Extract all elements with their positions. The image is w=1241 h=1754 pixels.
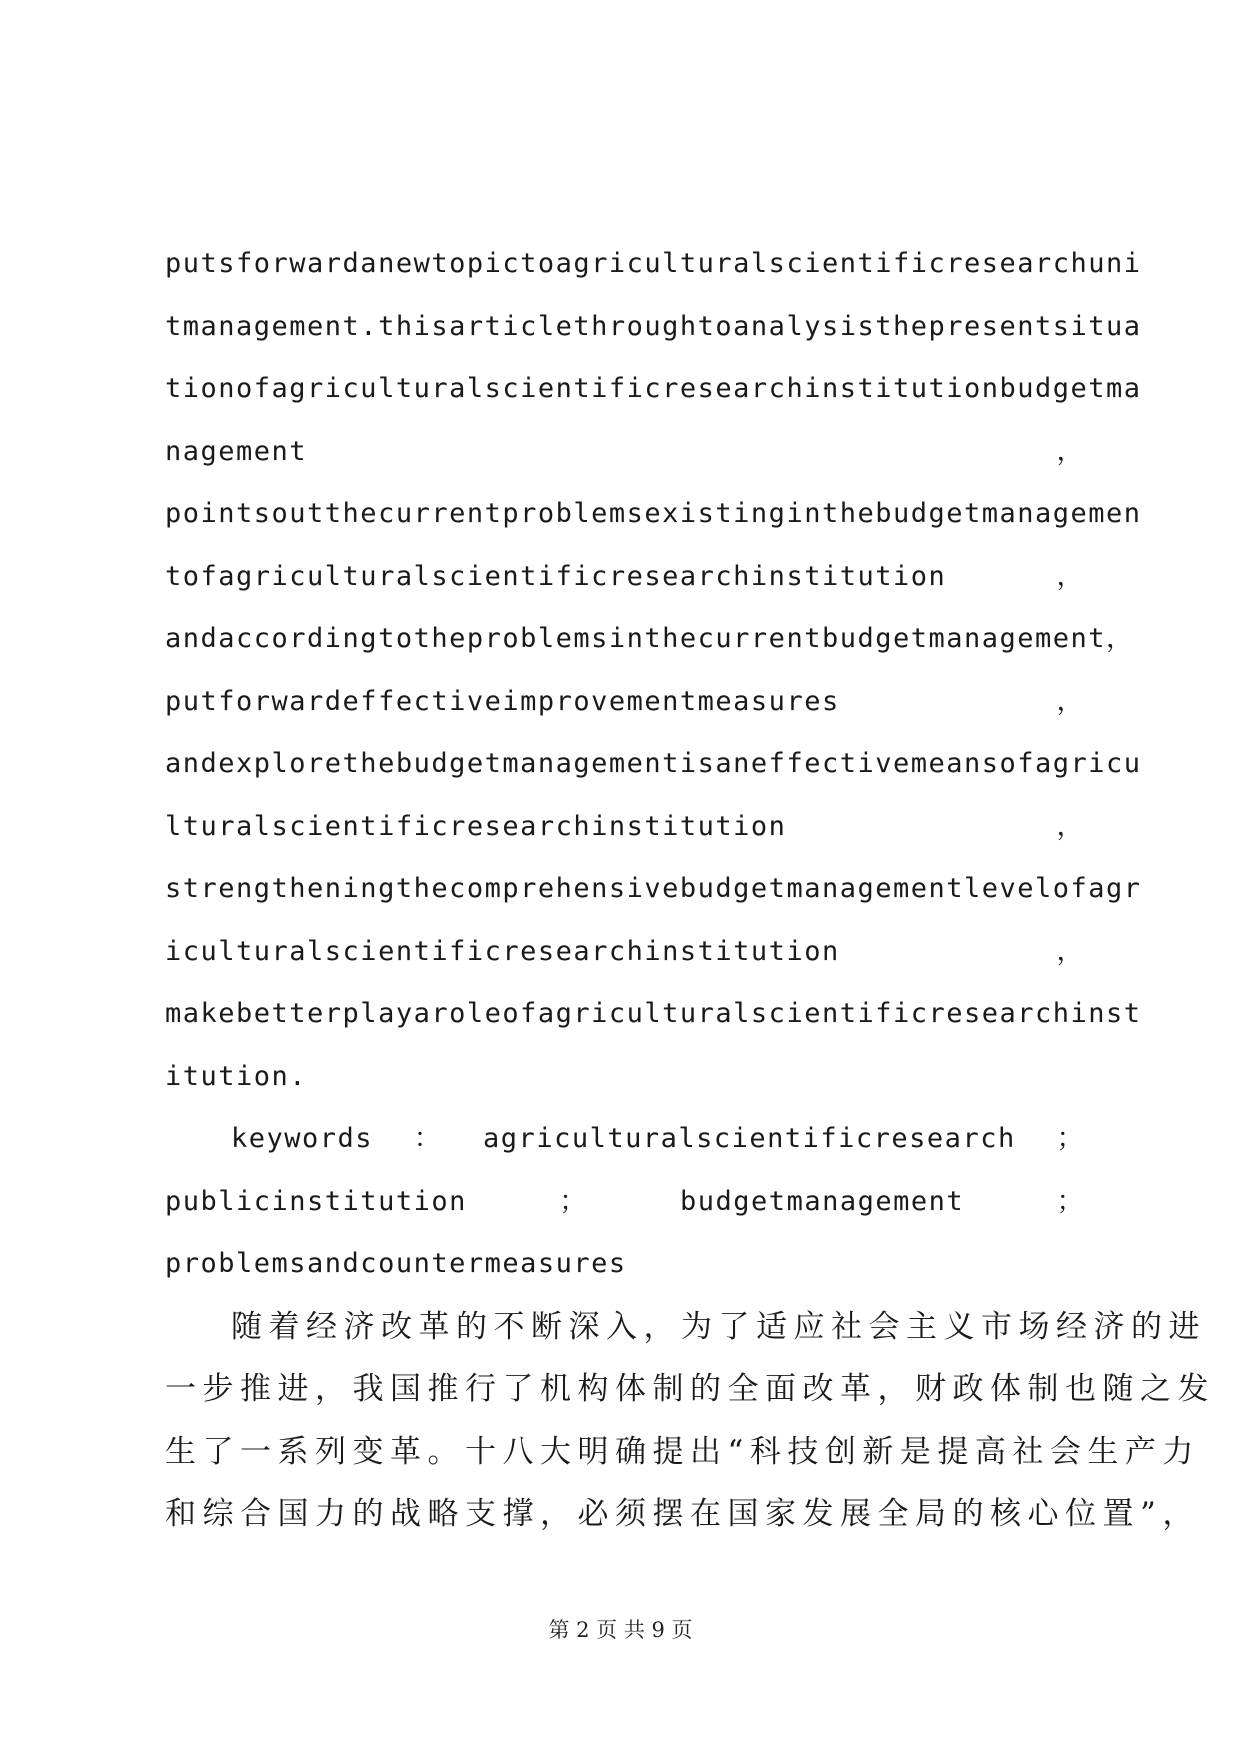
abstract-line [165, 421, 1085, 484]
keywords-line [165, 1108, 1085, 1171]
keywords-label: keywords [231, 1123, 374, 1154]
abstract-line: andaccordingtotheproblemsinthecurrentbudgetmanagement， [165, 623, 1135, 654]
abstract-line: andexplorethebudgetmanagementisaneffectivemeansofagricu [165, 748, 1142, 779]
comma: ， [1056, 435, 1085, 467]
abstract-line [165, 671, 1085, 734]
abstract-line: itution. [165, 1060, 308, 1092]
keywords-line [165, 1233, 1085, 1296]
chinese-paragraph-line: 生了一系列变革。十八大明确提出“科技创新是提高社会生产力 [165, 1433, 1200, 1470]
abstract-line [165, 796, 1085, 859]
keywords-colon: ： [413, 1123, 443, 1154]
keyword: agriculturalscientificresearch [483, 1123, 1016, 1154]
abstract-text: putforwardeffectiveimprovementmeasures [165, 685, 840, 717]
abstract-line: tionofagriculturalscientificresearchinstitutionbudgetma [165, 373, 1142, 404]
abstract-text: tofagriculturalscientificresearchinstitution [165, 560, 947, 592]
abstract-line: strengtheningthecomprehensivebudgetmanagementlevelofagr [165, 873, 1142, 904]
chinese-paragraph-line: 和综合国力的战略支撑，必须摆在国家发展全局的核心位置”， [165, 1496, 1200, 1532]
comma: ， [1056, 560, 1085, 592]
keyword-separator: ； [1056, 1123, 1085, 1154]
abstract-text: nagement [165, 435, 308, 467]
chinese-paragraph-line: 随着经济改革的不断深入，为了适应社会主义市场经济的进 [231, 1308, 1206, 1345]
abstract-line: makebetterplayaroleofagriculturalscientificresearchinst [165, 998, 1142, 1029]
abstract-line: tmanagement.thisarticlethroughtoanalysisthepresentsitua [165, 310, 1142, 342]
comma: ， [1056, 810, 1085, 842]
document-body [165, 233, 1215, 1546]
abstract-line [165, 921, 1085, 984]
keyword-separator: ； [559, 1185, 588, 1217]
keywords-line [165, 1171, 1085, 1234]
abstract-text: lturalscientificresearchinstitution [165, 810, 787, 842]
comma: ， [1056, 935, 1085, 967]
abstract-line: putsforwardanewtopictoagriculturalscientificresearchuni [165, 248, 1142, 279]
abstract-line [165, 546, 1085, 609]
abstract-text: iculturalscientificresearchinstitution [165, 935, 840, 967]
keyword: budgetmanagement [680, 1185, 965, 1217]
chinese-paragraph-line: 一步推进，我国推行了机构体制的全面改革，财政体制也随之发 [165, 1371, 1215, 1407]
comma: ， [1056, 685, 1085, 717]
keyword: problemsandcountermeasures [165, 1248, 627, 1279]
abstract-line: pointsoutthecurrentproblemsexistinginthebudgetmanagemen [165, 498, 1142, 529]
keyword-separator: ； [1056, 1185, 1085, 1217]
page-footer: 第 2 页 共 9 页 [548, 1618, 693, 1642]
keyword: publicinstitution [165, 1185, 467, 1217]
